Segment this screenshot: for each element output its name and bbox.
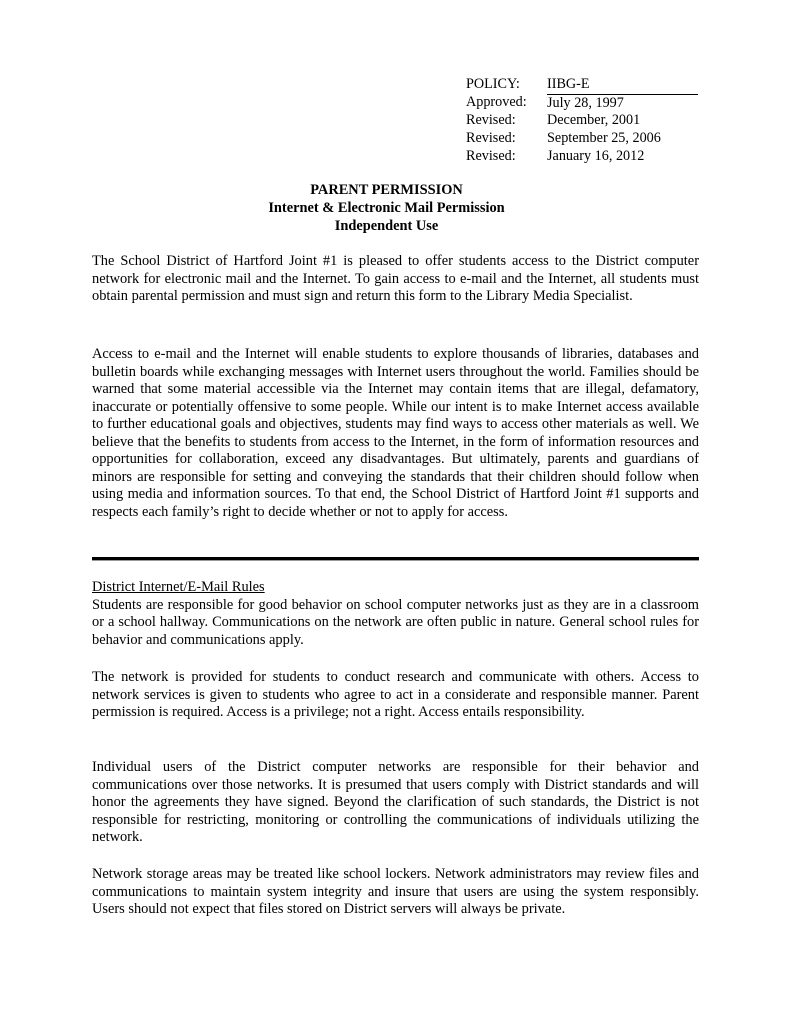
policy-label: POLICY: (466, 76, 520, 92)
rules-paragraph-2 (92, 669, 699, 722)
policy-row (466, 76, 698, 94)
revised-label: Revised: (466, 130, 516, 147)
rules-heading: District Internet/E-Mail Rules (92, 579, 265, 595)
revised-row (466, 130, 698, 148)
document-subtitle-2: Independent Use (334, 218, 439, 234)
revised-value: December, 2001 (547, 112, 641, 129)
paragraph-text: Network storage areas may be treated like school lockers. Network administrators may review files and communications to maintain system integrity and insure that users are using the system responsibly. Users should not expect that files stored on District servers will always be private. (92, 866, 699, 917)
rules-section (92, 579, 699, 649)
rules-paragraph-4 (92, 866, 699, 919)
policy-header-table (466, 76, 698, 166)
approved-value: July 28, 1997 (547, 94, 624, 111)
document-title-block (0, 181, 791, 235)
paragraph-text: The network is provided for students to conduct research and communicate with others. Access to network services is given to students who agree to act in a considerate and responsible manner. Parent permission is required. Access is a privilege; not a right. Access entails responsibility. (92, 669, 699, 720)
policy-value: IIBG-E (547, 76, 698, 94)
rules-paragraph-3 (92, 759, 699, 847)
revised-row (466, 148, 698, 166)
document-subtitle: Internet & Electronic Mail Permission (268, 200, 505, 216)
revised-value: January 16, 2012 (547, 147, 645, 164)
intro-paragraph-1 (92, 253, 699, 306)
revised-label: Revised: (466, 147, 516, 164)
approved-row (466, 94, 698, 112)
paragraph-text: Access to e-mail and the Internet will enable students to explore thousands of libraries, databases and bulletin boards while exchanging messages with Internet users throughout the world. Families should be warned that some material accessible via the Internet may contain items that are illegal, defamatory, inaccurate or potentially offensive to some people. While our intent is to make Internet access available to further educational goals and objectives, students may find ways to access other materials as well. We believe that the benefits to students from access to the Internet, in the form of information resources and opportunities for collaboration, exceed any disadvantages. But ultimately, parents and guardians of minors are responsible for setting and conveying the standards that their children should follow when using media and information sources. To that end, the School District of Hartford Joint #1 supports and respects each family’s right to decide whether or not to apply for access. (92, 346, 699, 520)
revised-row (466, 112, 698, 130)
document-title: PARENT PERMISSION (310, 182, 463, 198)
revised-value: September 25, 2006 (547, 130, 661, 147)
revised-label: Revised: (466, 112, 516, 129)
rules-paragraph-1: Students are responsible for good behavior on school computer networks just as they are in a classroom or a school hallway. Communications on the network are often public in nature. General school rules for behavior and communications apply. (92, 596, 699, 648)
paragraph-text: The School District of Hartford Joint #1 is pleased to offer students access to the District computer network for electronic mail and the Internet. To gain access to e-mail and the Internet, all students must obtain parental permission and must sign and return this form to the Library Media Specialist. (92, 253, 699, 304)
section-divider (92, 557, 699, 561)
intro-paragraph-2 (92, 346, 699, 521)
approved-label: Approved: (466, 94, 527, 111)
paragraph-text: Individual users of the District computer networks are responsible for their behavior and communications over those networks. It is presumed that users comply with District standards and will honor the agreements they have signed. Beyond the clarification of such standards, the District is not responsible for restricting, monitoring or controlling the communications of individuals utilizing the network. (92, 759, 699, 845)
